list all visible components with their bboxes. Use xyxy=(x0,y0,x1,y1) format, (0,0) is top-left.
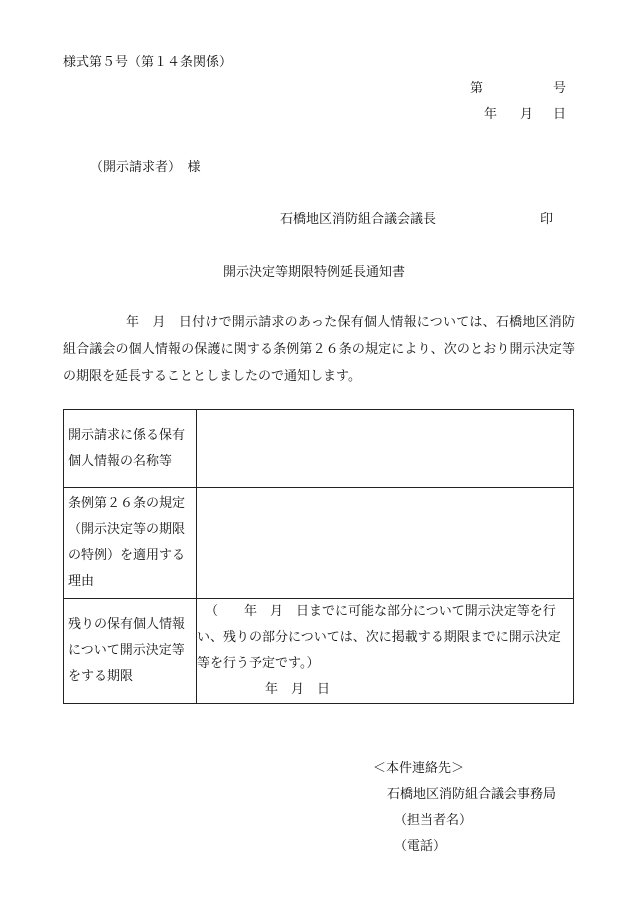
row-label-reason: 条例第２６条の規定（開示決定等の期限の特例）を適用する理由 xyxy=(64,488,197,599)
issue-date-day: 日 xyxy=(552,107,566,122)
row-label-info-name: 開示請求に係る保有個人情報の名称等 xyxy=(64,410,197,488)
contact-person: （担当者名） xyxy=(394,813,473,828)
seal-mark: 印 xyxy=(540,212,554,227)
row-value-reason[interactable] xyxy=(197,488,574,599)
body-paragraph: 年 月 日付けで開示請求のあった保有個人情報については、石橋地区消防組合議会の個人情報の保護に関する条例第２６条の規定により、次のとおり開示決定等の期限を延長することとしましたので通知します。 xyxy=(63,315,575,384)
row-label-deadline: 残りの保有個人情報について開示決定等をする期限 xyxy=(64,599,197,704)
contact-organization: 石橋地区消防組合議会事務局 xyxy=(387,787,557,802)
notice-table xyxy=(63,409,574,704)
table-row xyxy=(64,410,574,488)
deadline-text: （ 年 月 日までに可能な部分について開示決定等を行い、残りの部分については、次に掲載する期限までに開示決定等を行う予定です。） xyxy=(197,604,561,671)
document-title: 開示決定等期限特例延長通知書 xyxy=(223,265,406,280)
document-number-suffix: 号 xyxy=(552,81,566,96)
row-value-deadline[interactable] xyxy=(197,599,574,704)
table-row xyxy=(64,488,574,599)
contact-heading: ＜本件連絡先＞ xyxy=(373,761,465,776)
table-row xyxy=(64,599,574,704)
document-number-label: 第 xyxy=(470,81,484,96)
recipient-line: （開示請求者） 様 xyxy=(90,160,201,175)
row-value-info-name[interactable] xyxy=(197,410,574,488)
form-number: 様式第５号（第１４条関係） xyxy=(63,55,233,70)
contact-phone: （電話） xyxy=(394,839,447,854)
issue-date-year: 年 xyxy=(484,107,498,122)
sender-name: 石橋地区消防組合議会議長 xyxy=(280,212,437,227)
issue-date-month: 月 xyxy=(520,107,534,122)
deadline-date: 年 月 日 xyxy=(265,682,331,697)
